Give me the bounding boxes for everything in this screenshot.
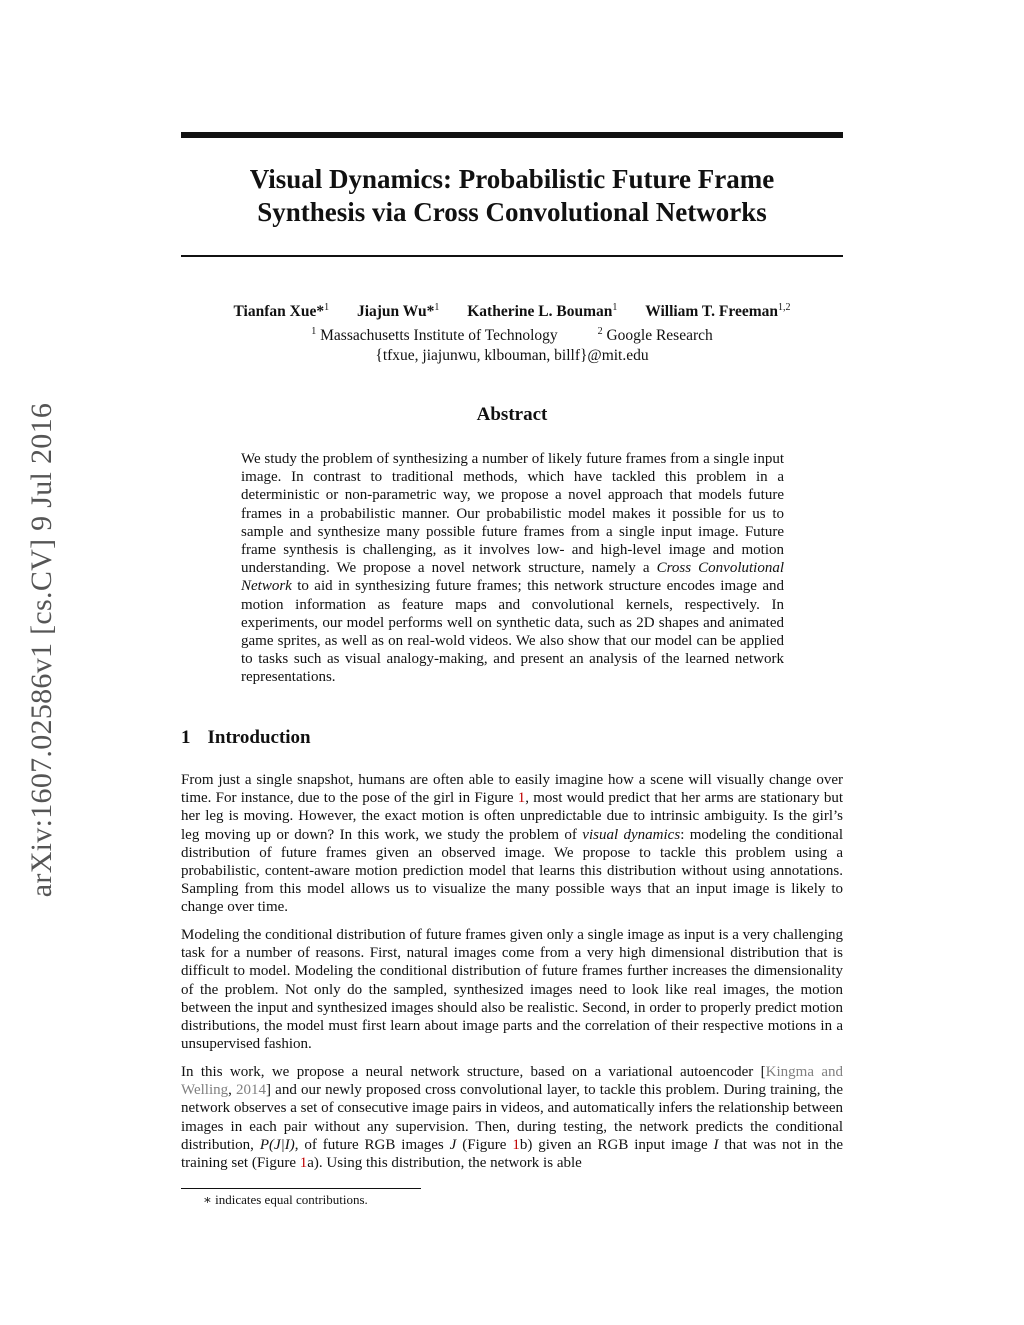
citation-year-link[interactable]: 2014 [236, 1082, 267, 1099]
abstract-emphasis: Cross Convolutional Network [241, 560, 784, 595]
title-top-rule [181, 132, 843, 138]
author: William T. Freeman$^{1,2}$ [645, 302, 791, 321]
paper-title [181, 163, 843, 229]
author: Tianfan Xue*$^1$ [233, 302, 330, 321]
math-expression: P(J|I) [259, 1136, 295, 1153]
intro-paragraph-1: From just a single snapshot, humans are often able to easily imagine how a scene will visually change over time. For instance, due to the pose of the girl in Figure 1, most would predict that her arms are stationary but her leg is moving. However, the exact motion is often unpredictable due to intrinsic ambiguity. Is the girl’s leg moving up or down? In this work, we study the problem of visual dynamics: modeling the conditional distribution of future frames given an observed image. We propose to tackle this problem using a probabilistic, content-aware motion prediction model that learns this distribution without using annotations. Sampling from this model allows us to visualize the many possible ways that an input image is likely to change over time. [181, 772, 844, 916]
citation-link[interactable]: Kingma and Welling [181, 1064, 844, 1099]
math-expression: J [449, 1136, 457, 1153]
figure-ref-link[interactable]: 1 [299, 1155, 308, 1172]
title-line-2: Synthesis via Cross Convolutional Networks [257, 197, 767, 227]
section-heading-introduction: 1 Introduction [181, 727, 311, 748]
figure-ref-link[interactable]: 1 [512, 1136, 520, 1153]
abstract-text: We study the problem of synthesizing a number of likely future frames from a single input image. In contrast to traditional methods, which have tackled this problem in a deterministic or non-parametric way, we propose a novel approach that models future frames in a probabilistic manner. Our probabilistic model makes it possible for us to sample and synthesize many possible future frames from a single input image. Future frame synthesis is challenging, as it involves low- and high-level image and motion understanding. We propose a novel network structure, namely a Cross Convolutional Network to aid in synthesizing future frames; this network structure encodes image and motion information as feature maps and convolutional kernels, respectively. In experiments, our model performs well on synthetic data, such as 2D shapes and animated game sprites, as well as on real-wold videos. We also show that our model can be applied to tasks such as visual analogy-making, and present an analysis of the learned network representations. [241, 451, 784, 686]
title-bottom-rule [181, 255, 843, 257]
title-line-1: Visual Dynamics: Probabilistic Future Frame [249, 164, 775, 194]
footnote-rule [181, 1188, 421, 1189]
intro-paragraph-3: In this work, we propose a neural network structure, based on a variational autoencoder [Kingma and Welling, 2014] and our newly proposed cross convolutional layer, to tackle this problem. During training, the network observes a set of consecutive image pairs in videos, and automatically infers the relationship between images in each pair without any supervision. Then, during testing, the network predicts the conditional distribution, P(J|I), of future RGB images J (Figure 1b) given an RGB input image I that was not in the training set (Figure 1a). Using this distribution, the network is able [181, 1064, 844, 1172]
intro-paragraph-2: Modeling the conditional distribution of future frames given only a single image as input is a very challenging task for a number of reasons. First, natural images come from a very high dimensional distribution that is difficult to model. Modeling the conditional distribution of future frames further increases the dimensionality of the problem. Not only do the sampled, synthesized images need to look like real images, the motion between the input and synthesized images should also be realistic. Second, in order to properly predict motion distributions, the model must first learn about image parts and the correlation of their respective motions in a unsupervised fashion. [181, 927, 843, 1053]
arxiv-stamp: arXiv:1607.02586v1 [cs.CV] 9 Jul 2016 [25, 402, 58, 898]
author-names [181, 298, 843, 322]
math-expression: I [713, 1136, 719, 1153]
author: Jiajun Wu*$^1$ [356, 302, 440, 321]
author-block [181, 298, 843, 366]
author: Katherine L. Bouman$^1$ [467, 302, 618, 321]
footnote: ∗ indicates equal contributions. [203, 1192, 368, 1207]
affiliations [181, 322, 843, 346]
abstract-heading: Abstract [476, 404, 548, 425]
affiliation: $^1$ Massachusetts Institute of Technology [311, 326, 558, 345]
affiliation: $^2$ Google Research [597, 326, 713, 345]
author-emails: {tfxue, jiajunwu, klbouman, billf}@mit.edu [375, 347, 649, 365]
figure-ref-link[interactable]: 1 [517, 790, 526, 807]
